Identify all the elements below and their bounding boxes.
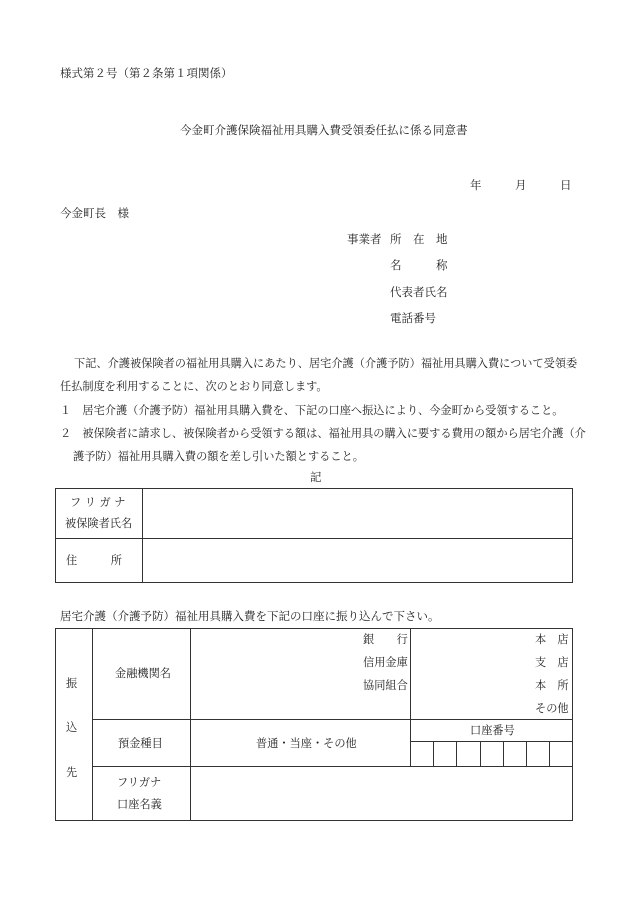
holder-furigana-label: フリガナ bbox=[117, 776, 162, 789]
account-number-field[interactable] bbox=[411, 742, 572, 766]
insured-address-field[interactable] bbox=[144, 540, 571, 581]
business-address-label: 所 在 地 bbox=[390, 232, 448, 246]
bank-type-shinkin: 信用金庫 bbox=[363, 656, 408, 669]
bank-type-bank: 銀 行 bbox=[363, 633, 408, 646]
business-label: 事業者 bbox=[347, 232, 382, 246]
date-year: 年 bbox=[470, 178, 482, 192]
deposit-type-label: 預金種目 bbox=[118, 737, 163, 750]
insured-name-field[interactable] bbox=[144, 490, 571, 537]
intro-line-2: 任払制度を利用することに、次のとおり同意します。 bbox=[60, 380, 328, 393]
business-phone-label: 電話番号 bbox=[390, 311, 436, 325]
date-day: 日 bbox=[560, 178, 572, 192]
branch-type-main-office: 本 所 bbox=[535, 679, 569, 692]
holder-name-field[interactable] bbox=[192, 768, 571, 819]
insured-furigana-label: フ リ ガ ナ bbox=[70, 496, 126, 509]
business-name-label: 名 称 bbox=[390, 258, 448, 272]
item-2-line-1: ２ 被保険者に請求し、被保険者から受領する額は、福祉用具の購入に要する費用の額から居宅介護（介 bbox=[60, 427, 586, 440]
transfer-side-label-1: 振 bbox=[66, 677, 78, 690]
bank-name-field[interactable] bbox=[192, 630, 352, 718]
branch-type-head-office: 本 店 bbox=[535, 633, 569, 646]
account-number-label: 口座番号 bbox=[470, 724, 515, 737]
branch-name-field[interactable] bbox=[412, 630, 522, 718]
item-2-line-2: 護予防）福祉用具購入費の額を差し引いた額とすること。 bbox=[73, 450, 364, 463]
insured-name-label: 被保険者氏名 bbox=[65, 517, 133, 530]
addressee: 今金町長 様 bbox=[60, 206, 129, 220]
business-representative-label: 代表者氏名 bbox=[390, 285, 448, 299]
transfer-note: 居宅介護（介護予防）福祉用具購入費を下記の口座に振り込んで下さい。 bbox=[60, 609, 440, 623]
intro-line-1: 下記、介護被保険者の福祉用具購入にあたり、居宅介護（介護予防）福祉用具購入費について受領委 bbox=[74, 357, 578, 370]
transfer-side-label-2: 込 bbox=[66, 721, 78, 734]
item-1: １ 居宅介護（介護予防）福祉用具購入費を、下記の口座へ振込により、今金町から受領すること。 bbox=[60, 404, 564, 417]
ki-heading: 記 bbox=[310, 470, 322, 484]
branch-type-branch: 支 店 bbox=[535, 656, 569, 669]
deposit-type-options[interactable]: 普通・当座・その他 bbox=[256, 737, 357, 750]
transfer-side-label-3: 先 bbox=[66, 766, 78, 779]
date-month: 月 bbox=[515, 178, 527, 192]
form-number: 様式第２号（第２条第１項関係） bbox=[60, 66, 233, 80]
holder-name-label: 口座名義 bbox=[117, 798, 162, 811]
document-title: 今金町介護保険福祉用具購入費受領委任払に係る同意書 bbox=[180, 123, 468, 137]
bank-type-cooperative: 協同組合 bbox=[363, 679, 408, 692]
bank-name-label: 金融機関名 bbox=[115, 667, 171, 680]
branch-type-other: その他 bbox=[535, 702, 569, 715]
insured-address-label: 住 所 bbox=[66, 554, 122, 567]
